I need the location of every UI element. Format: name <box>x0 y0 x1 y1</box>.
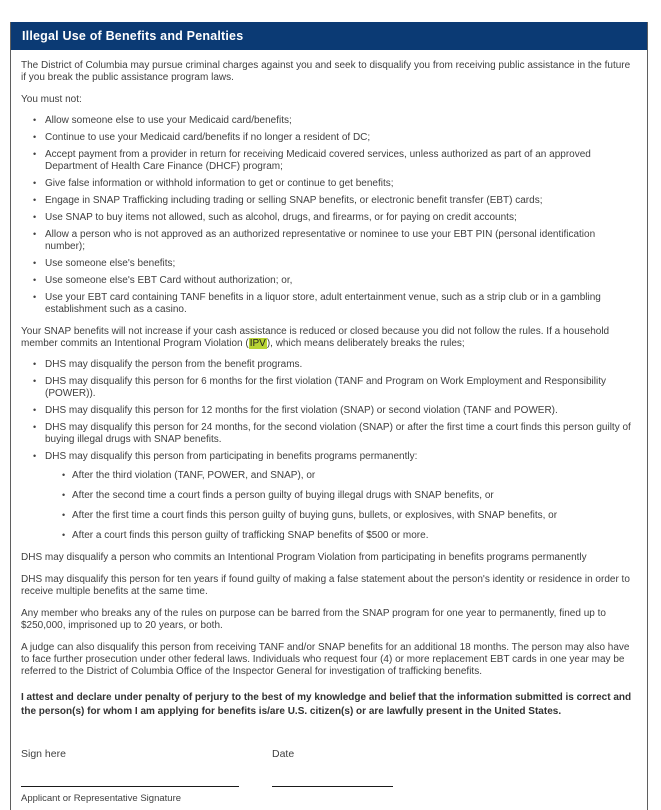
list-item <box>21 376 635 400</box>
list-item-text: DHS may disqualify this person for 24 months, for the second violation (SNAP) or after the first time a court finds this person guilty of buying illegal drugs with SNAP benefits. <box>45 422 631 445</box>
ten-years-paragraph: DHS may disqualify this person for ten years if found guilty of making a false statement about the person's identity or residence in order to receive multiple benefits at the same time. <box>21 574 630 597</box>
list-item <box>21 115 635 127</box>
signature-column <box>21 748 272 805</box>
list-item <box>21 195 635 207</box>
ipv-paragraph <box>21 326 635 350</box>
judge-paragraph: A judge can also disqualify this person from receiving TANF and/or SNAP benefits for an additional 18 months. The person may also have to face further prosecution under other federal laws. Individuals who request four (4) or more replacement EBT cards in one year may be referred to the District of Columbia Office of the Inspector General for investigation of trafficking benefits. <box>21 642 630 677</box>
signature-line[interactable] <box>21 786 239 787</box>
list-item-text: DHS may disqualify the person from the benefit programs. <box>45 359 303 370</box>
list-item-text: Use someone else's EBT Card without authorization; or, <box>45 275 293 286</box>
bullet-icon: • <box>33 212 37 222</box>
list-item <box>21 422 635 446</box>
bullet-icon: • <box>33 115 37 125</box>
sub-list-item <box>21 530 635 542</box>
bullet-icon: • <box>33 359 37 369</box>
list-item <box>21 292 635 316</box>
sign-here-label: Sign here <box>21 748 66 760</box>
list-item-text: DHS may disqualify this person for 12 months for the first violation (SNAP) or second violation (TANF and POWER). <box>45 405 558 416</box>
bullet-icon: • <box>33 376 37 386</box>
section-title: Illegal Use of Benefits and Penalties <box>22 29 244 43</box>
bullet-icon: • <box>33 178 37 188</box>
ipv-highlight: IPV <box>249 338 266 349</box>
must-not-heading: You must not: <box>21 94 82 105</box>
bullet-icon: • <box>33 258 37 268</box>
date-column <box>272 748 442 805</box>
signature-caption: Applicant or Representative Signature <box>21 793 182 804</box>
must-not-list <box>21 115 635 316</box>
list-item <box>21 258 635 270</box>
list-item-text: Give false information or withhold information to get or continue to get benefits; <box>45 178 394 189</box>
list-item-text: Engage in SNAP Trafficking including trading or selling SNAP benefits, or electronic benefit transfer (EBT) cards; <box>45 195 543 206</box>
list-item-text: After the third violation (TANF, POWER, and SNAP), or <box>72 470 316 481</box>
sub-list-item <box>21 490 635 502</box>
bullet-icon: • <box>62 470 66 480</box>
bullet-icon: • <box>33 451 37 461</box>
date-label: Date <box>272 748 295 760</box>
list-item-text: Allow someone else to use your Medicaid card/benefits; <box>45 115 292 126</box>
bullet-icon: • <box>33 229 37 239</box>
list-item <box>21 229 635 253</box>
sub-list-item <box>21 470 635 482</box>
bullet-icon: • <box>62 530 66 540</box>
list-item <box>21 275 635 287</box>
bullet-icon: • <box>33 195 37 205</box>
bullet-icon: • <box>33 405 37 415</box>
list-item <box>21 405 635 417</box>
attestation-paragraph: I attest and declare under penalty of perjury to the best of my knowledge and belief that the information submitted is correct and the person(s) for whom I am applying for benefits is/are U.S. citizen(s) or are lawfully present in the United States. <box>21 692 632 717</box>
list-item <box>21 451 635 463</box>
section-title-bar <box>11 22 647 50</box>
bullet-icon: • <box>33 292 37 302</box>
signature-block <box>21 748 635 805</box>
list-item-text: DHS may disqualify this person from participating in benefits programs permanently: <box>45 451 418 462</box>
list-item <box>21 149 635 173</box>
ipv-text-after: ), which means deliberately breaks the rules; <box>266 338 465 349</box>
list-item-text: After the second time a court finds a person guilty of buying illegal drugs with SNAP benefits, or <box>72 490 494 501</box>
section-body <box>11 60 647 805</box>
bullet-icon: • <box>33 275 37 285</box>
list-item-text: DHS may disqualify this person for 6 months for the first violation (TANF and Program on Work Employment and Responsibility (POWER)). <box>45 376 606 399</box>
list-item-text: Use SNAP to buy items not allowed, such as alcohol, drugs, and firearms, or for paying on credit accounts; <box>45 212 517 223</box>
date-line[interactable] <box>272 786 393 787</box>
list-item <box>21 132 635 144</box>
list-item-text: After the first time a court finds this person guilty of buying guns, bullets, or explosives, with SNAP benefits, or <box>72 510 558 521</box>
bullet-icon: • <box>62 510 66 520</box>
list-item-text: After a court finds this person guilty of trafficking SNAP benefits of $500 or more. <box>72 530 429 541</box>
list-item-text: Accept payment from a provider in return for receiving Medicaid covered services, unless authorized as part of an approved Department of Health Care Finance (DHCF) program; <box>45 149 591 172</box>
bullet-icon: • <box>33 149 37 159</box>
ipv-consequence-list <box>21 359 635 542</box>
bullet-icon: • <box>33 422 37 432</box>
list-item-text: Use someone else's benefits; <box>45 258 176 269</box>
list-item-text: Continue to use your Medicaid card/benefits if no longer a resident of DC; <box>45 132 371 143</box>
snap-bar-paragraph: Any member who breaks any of the rules on purpose can be barred from the SNAP program for one year to permanently, fined up to $250,000, imprisoned up to 20 years, or both. <box>21 608 606 631</box>
bullet-icon: • <box>62 490 66 500</box>
ipv-text-before: Your SNAP benefits will not increase if your cash assistance is reduced or closed because you did not follow the rules. If a household member commits an Intentional Program Violation ( <box>21 326 610 349</box>
bullet-icon: • <box>33 132 37 142</box>
list-item <box>21 359 635 371</box>
list-item-text: Use your EBT card containing TANF benefits in a liquor store, adult entertainment venue, such as a strip club or in a gambling establishment such as a casino. <box>45 292 601 315</box>
form-panel <box>10 22 648 810</box>
intro-paragraph: The District of Columbia may pursue criminal charges against you and seek to disqualify you from receiving public assistance in the future if you break the public assistance program laws. <box>21 60 631 83</box>
permanent-disqualification-sublist <box>21 470 635 542</box>
list-item-text: Allow a person who is not approved as an authorized representative or nominee to use your EBT PIN (personal identification number); <box>45 229 596 252</box>
list-item <box>21 212 635 224</box>
permanent-paragraph: DHS may disqualify a person who commits an Intentional Program Violation from participating in benefits programs permanently <box>21 552 587 563</box>
list-item <box>21 178 635 190</box>
sub-list-item <box>21 510 635 522</box>
